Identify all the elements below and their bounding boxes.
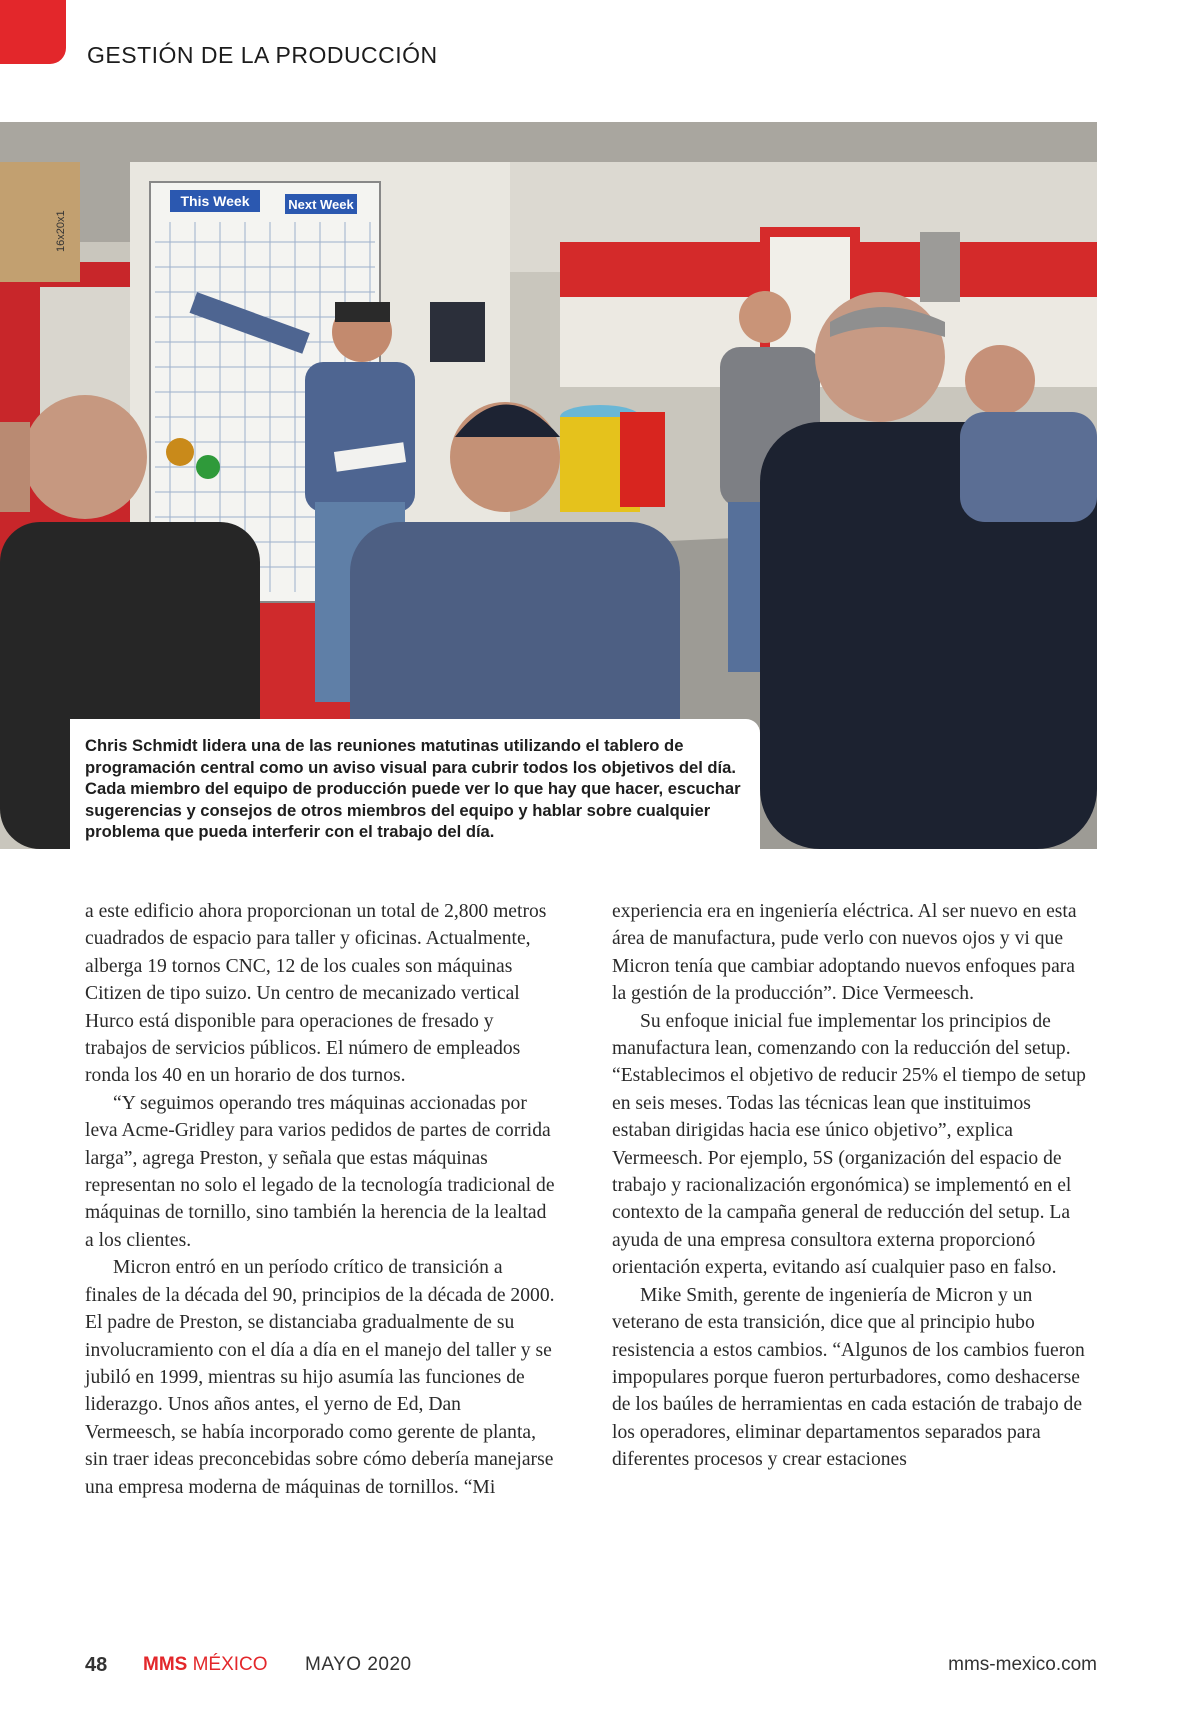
body-paragraph: Mike Smith, gerente de ingeniería de Micron y un veterano de esta transición, dice que al principio hubo resistencia a estos cambios. “Algunos de los cambios fueron impopulares porque fueron perturbadores, como deshacerse de los baúles de herramientas en cada estación de trabajo de los operadores, eliminar departamentos separados para diferentes procesos y crear estaciones (612, 1284, 1085, 1471)
section-title: GESTIÓN DE LA PRODUCCIÓN (87, 42, 438, 68)
left-text-column (85, 898, 555, 1501)
magazine-brand (143, 1654, 268, 1676)
page-footer (85, 1654, 1097, 1684)
issue-date: MAYO 2020 (305, 1654, 412, 1675)
svg-text:Next Week: Next Week (288, 197, 354, 212)
svg-text:16x20x1: 16x20x1 (55, 210, 67, 252)
body-paragraph: “Y seguimos operando tres máquinas accionadas por leva Acme-Gridley para varios pedidos de partes de corrida larga”, agrega Preston, y señala que estas máquinas representan no solo el legado de la tecnología tradicional de máquinas de tornillo, sino también la herencia de la lealtad a los clientes. (85, 1092, 555, 1251)
section-color-tab (0, 0, 66, 64)
photo-caption: Chris Schmidt lidera una de las reuniones matutinas utilizando el tablero de programación central como un aviso visual para cubrir todos los objetivos del día. Cada miembro del equipo de producción puede ver lo que hay que hacer, escuchar sugerencias y consejos de otros miembros del equipo y hablar sobre cualquier problema que pueda interferir con el trabajo del día. (85, 736, 741, 841)
body-paragraph: Su enfoque inicial fue implementar los principios de manufactura lean, comenzando con la reducción del setup. “Establecimos el objetivo de reducir 25% el tiempo de setup en seis meses. Todas las técnicas lean que instituimos estaban dirigidas hacia ese único objetivo”, explica Vermeesch. Por ejemplo, 5S (organización del espacio de trabajo y racionalización ergonómica) se implementó en el contexto de la campaña general de reducción del setup. La ayuda de una empresa consultora externa proporcionó orientación experta, evitando así cualquier paso en falso. (612, 1010, 1086, 1279)
page-number: 48 (85, 1654, 108, 1676)
website-link[interactable]: mms-mexico.com (948, 1654, 1097, 1675)
brand-mms: MMS (143, 1654, 188, 1675)
svg-text:This Week: This Week (180, 193, 250, 209)
brand-mexico: MÉXICO (192, 1654, 268, 1675)
body-paragraph: Micron entró en un período crítico de transición a finales de la década del 90, principios de la década de 2000. El padre de Preston, se distanciaba gradualmente de su involucramiento con el día a día en el manejo del taller y se jubiló en 1999, mientras su hijo asumía las funciones de liderazgo. Unos años antes, el yerno de Ed, Dan Vermeesch, se había incorporado como gerente de planta, sin traer ideas preconcebidas sobre cómo debería manejarse una empresa moderna de máquinas de tornillos. “Mi (85, 1257, 555, 1498)
body-paragraph: a este edificio ahora proporcionan un total de 2,800 metros cuadrados de espacio para taller y oficinas. Actualmente, alberga 19 tornos CNC, 12 de los cuales son máquinas Citizen de tipo suizo. Un centro de mecanizado vertical Hurco está disponible para operaciones de fresado y trabajos de servicios públicos. El número de empleados ronda los 40 en un horario de dos turnos. (85, 901, 547, 1087)
right-text-column (612, 898, 1092, 1474)
body-paragraph: experiencia era en ingeniería eléctrica. Al ser nuevo en esta área de manufactura, pude verlo con nuevos ojos y vi que Micron tenía que cambiar adoptando nuevos enfoques para la gestión de la producción”. Dice Vermeesch. (612, 901, 1077, 1005)
